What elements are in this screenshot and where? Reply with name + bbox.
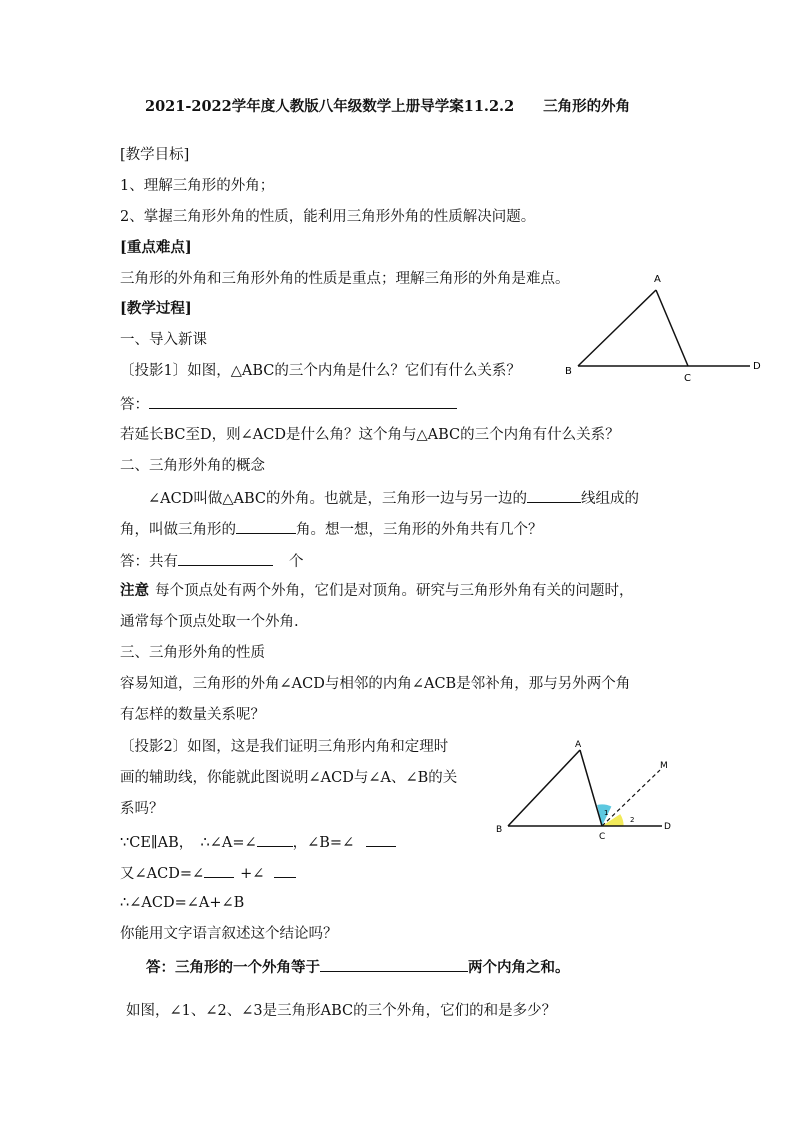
blank-proof-2[interactable] <box>366 832 396 847</box>
note-label: 注意 <box>120 582 149 599</box>
part1-question: 〔投影1〕如图，△ABC的三个内角是什么？它们有什么关系？ <box>120 363 521 379</box>
keypoints-heading: [重点难点] <box>120 239 192 256</box>
objectives-heading: [教学目标] <box>120 147 190 163</box>
process-heading: [教学过程] <box>120 300 192 317</box>
blank-proof-1[interactable] <box>257 832 293 847</box>
label-b-2: B <box>496 825 503 835</box>
blank-count[interactable] <box>178 551 273 566</box>
keypoints-text: 三角形的外角和三角形外角的性质是重点；理解三角形的外角是难点。 <box>120 271 570 287</box>
figure-triangle-2 <box>490 730 690 845</box>
segment-ab <box>578 290 656 366</box>
part1-title: 一、导入新课 <box>120 332 207 348</box>
part3-p2: 有怎样的数量关系呢？ <box>120 707 265 723</box>
part2-answer: 答：共有 个 <box>120 551 304 571</box>
proof-line-2: 又∠ACD=∠ +∠ <box>120 863 296 883</box>
conclusion-line: 答：三角形的一个外角等于 两个内角之和。 <box>146 959 570 976</box>
part3-q2: 画的辅助线，你能就此图说明∠ACD与∠A、∠B的关 <box>120 770 458 786</box>
label-d: D <box>753 361 761 372</box>
blank-extension[interactable] <box>527 488 581 503</box>
blank-proof-4[interactable] <box>274 863 296 878</box>
part3-title: 三、三角形外角的性质 <box>120 645 265 661</box>
label-d-2: D <box>664 822 671 832</box>
last-question: 如图，∠1、∠2、∠3是三角形ABC的三个外角，它们的和是多少？ <box>126 1003 557 1019</box>
label-c: C <box>684 373 691 384</box>
label-b: B <box>565 366 572 377</box>
label-a-2: A <box>575 740 582 750</box>
part1-answer <box>120 394 457 414</box>
label-angle-2: 2 <box>630 816 635 824</box>
segment-ac <box>656 290 688 366</box>
answer-blank[interactable] <box>149 394 457 409</box>
label-m-2: M <box>660 761 668 771</box>
part2-line1: ∠ACD叫做△ABC的外角。也就是，三角形一边与另一边的 线组成的 <box>148 488 639 508</box>
proof-line-1: ∵CE∥AB， ∴∠A=∠ ，∠B=∠ <box>120 832 396 852</box>
blank-conclusion[interactable] <box>320 957 468 972</box>
proof-line-3: ∴∠ACD=∠A+∠B <box>120 895 245 911</box>
objective-item-2: 2、掌握三角形外角的性质，能利用三角形外角的性质解决问题。 <box>120 209 536 225</box>
blank-proof-3[interactable] <box>204 863 234 878</box>
note-line-1: 注意 每个顶点处有两个外角，它们是对顶角。研究与三角形外角有关的问题时， <box>120 582 634 599</box>
label-a: A <box>654 274 661 285</box>
answer-label: 答： <box>120 397 149 413</box>
part3-q3: 系吗？ <box>120 801 164 817</box>
blank-exterior[interactable] <box>236 519 296 534</box>
part2-line2: 角，叫做三角形的 角。想一想，三角形的外角共有几个？ <box>120 519 543 539</box>
label-angle-1: 1 <box>604 809 609 817</box>
label-c-2: C <box>599 832 606 842</box>
part3-q1: 〔投影2〕如图，这是我们证明三角形内角和定理时 <box>120 739 449 755</box>
ask-line: 你能用文字语言叙述这个结论吗？ <box>120 926 338 942</box>
note-line-2: 通常每个顶点处取一个外角. <box>120 614 299 630</box>
part2-title: 二、三角形外角的概念 <box>120 458 265 474</box>
figure-triangle-1 <box>560 268 770 388</box>
objective-item-1: 1、理解三角形的外角； <box>120 178 275 194</box>
segment-ac-2 <box>580 750 602 826</box>
part1-question-2: 若延长BC至D，则∠ACD是什么角？这个角与△ABC的三个内角有什么关系？ <box>120 427 620 443</box>
part3-p1: 容易知道，三角形的外角∠ACD与相邻的内角∠ACB是邻补角，那与另外两个角 <box>120 676 631 692</box>
segment-ab-2 <box>508 750 580 826</box>
page-title: 2021-2022学年度人教版八年级数学上册导学案11.2.2 三角形的外角 <box>145 98 631 115</box>
